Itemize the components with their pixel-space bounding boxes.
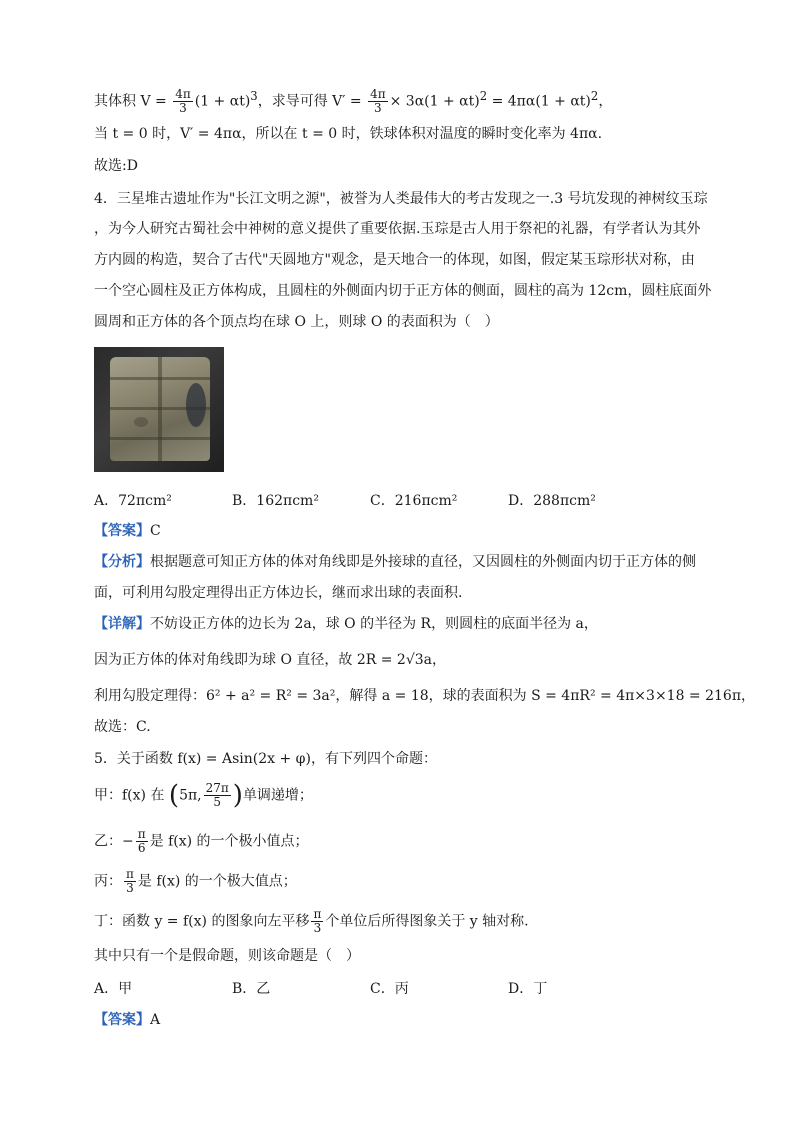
q4-option-b[interactable]: B．162πcm²	[232, 493, 319, 509]
q5-statement-ding	[94, 908, 529, 935]
formula-term: = 4πα(1 + αt)	[487, 93, 591, 110]
q4-stem-line-4: 一个空心圆柱及正方体构成，且圆柱的外侧面内切于正方体的侧面，圆柱的高为 12cm，圆柱底面外	[94, 283, 712, 299]
q5-option-a[interactable]: A．甲	[94, 981, 133, 997]
jade-ridge	[110, 437, 210, 440]
q4-option-c[interactable]: C．216πcm²	[370, 493, 458, 509]
q5-option-b[interactable]: B．乙	[232, 981, 271, 997]
q5-ask: 其中只有一个是假命题，则该命题是（ ）	[94, 948, 360, 964]
analysis-text: 根据题意可知正方体的体对角线即是外接球的直径，又因圆柱的外侧面内切于正方体的侧	[150, 554, 696, 570]
formula-vprime: V′ =	[332, 93, 362, 110]
q5-option-d[interactable]: D．丁	[508, 981, 548, 997]
statement-text: 丁：函数 y = f(x) 的图象向左平移	[94, 913, 310, 930]
statement-text: 是 f(x) 的一个极小值点；	[149, 833, 309, 850]
fraction-pi-3: $\frac{\pi}{3}$	[313, 907, 322, 935]
q4-stem-line-3: 方内圆的构造，契合了古代"天圆地方"观念，是天地合一的体现，如图，假定某玉琮形状对称，由	[94, 252, 695, 268]
q4-analysis-line-2: 面，可利用勾股定理得出正方体边长，继而求出球的表面积.	[94, 585, 463, 601]
fraction-pi-3: $\frac{\pi}{3}$	[126, 867, 134, 895]
rate-line: 当 t = 0 时，V′ = 4πα，所以在 t = 0 时，铁球体积对温度的瞬时变化率为 4πα.	[94, 126, 603, 142]
answer-tag: 【答案】	[94, 1012, 150, 1028]
q5-statement-jia	[94, 782, 313, 809]
q4-detail-line-4: 故选：C.	[94, 719, 151, 735]
q4-stem-line-5: 圆周和正方体的各个顶点均在球 O 上，则球 O 的表面积为（ ）	[94, 314, 499, 330]
formula-term: × 3α(1 + αt)	[389, 93, 480, 110]
exponent: 3	[250, 89, 258, 103]
formula-v: V =	[140, 93, 167, 110]
statement-text: 个单位后所得图象关于 y 轴对称.	[325, 913, 529, 930]
statement-text: 丙：	[94, 873, 122, 890]
text-segment: 其体积	[94, 93, 136, 110]
answer-tag: 【答案】	[94, 523, 150, 539]
analysis-tag: 【分析】	[94, 554, 150, 570]
text-segment: ，求导可得	[257, 93, 328, 110]
fraction-4pi-3: $\frac{4\pi}{3}$	[175, 87, 191, 116]
q5-statement-bing	[94, 868, 297, 895]
statement-text: 甲：f(x) 在	[94, 787, 165, 804]
exponent: 2	[479, 89, 488, 103]
volume-derivative-line	[94, 86, 612, 115]
q4-detail-line-3: 利用勾股定理得：6² + a² = R² = 3a²，解得 a = 18，球的表面积为 S = 4πR² = 4π×3×18 = 216π，	[94, 688, 756, 704]
answer-value: C	[150, 523, 161, 539]
answer-value: A	[150, 1012, 161, 1028]
interval-left: 5π,	[179, 787, 202, 804]
text-segment: ，	[598, 93, 613, 110]
q4-analysis-line-1	[94, 552, 696, 572]
statement-text: 乙：−	[94, 833, 134, 850]
q4-detail-line-2: 因为正方体的体对角线即为球 O 直径，故 2R = 2√3a，	[94, 652, 446, 668]
jade-stain	[134, 417, 148, 427]
q4-option-a[interactable]: A．72πcm²	[94, 493, 172, 509]
q5-stem: 5．关于函数 f(x) = Asin(2x + φ)，有下列四个命题：	[94, 751, 437, 767]
open-paren: (	[168, 780, 180, 811]
q4-stem-line-1: 4．三星堆古遗址作为"长江文明之源"，被誉为人类最伟大的考古发现之一.3 号坑发现的神树纹玉琮	[94, 191, 708, 207]
formula-term: (1 + αt)	[194, 93, 251, 110]
q4-detail-line-1	[94, 614, 598, 634]
q4-option-d[interactable]: D．288πcm²	[508, 493, 596, 509]
jade-stain	[186, 383, 206, 427]
q5-statement-yi	[94, 828, 309, 855]
jade-ridge	[110, 377, 210, 380]
jade-cong-photo	[94, 347, 224, 472]
close-paren: )	[232, 780, 243, 811]
statement-text: 单调递增；	[242, 787, 313, 804]
q4-answer	[94, 521, 161, 541]
statement-text: 是 f(x) 的一个极大值点；	[137, 873, 297, 890]
choice-d-line: 故选:D	[94, 158, 138, 174]
q5-answer	[94, 1010, 160, 1030]
exponent: 2	[590, 89, 599, 103]
q4-stem-line-2: ，为今人研究古蜀社会中神树的意义提供了重要依据.玉琮是古人用于祭祀的礼器，有学者认为其外	[94, 221, 701, 237]
fraction-pi-6: $\frac{\pi}{6}$	[137, 827, 146, 855]
fraction-27pi-5: $\frac{27\pi}{5}$	[205, 781, 229, 809]
detail-tag: 【详解】	[94, 616, 150, 632]
q5-option-c[interactable]: C．丙	[370, 981, 409, 997]
detail-text: 不妨设正方体的边长为 2a，球 O 的半径为 R，则圆柱的底面半径为 a，	[150, 616, 598, 632]
fraction-4pi-3: $\frac{4\pi}{3}$	[370, 87, 386, 116]
